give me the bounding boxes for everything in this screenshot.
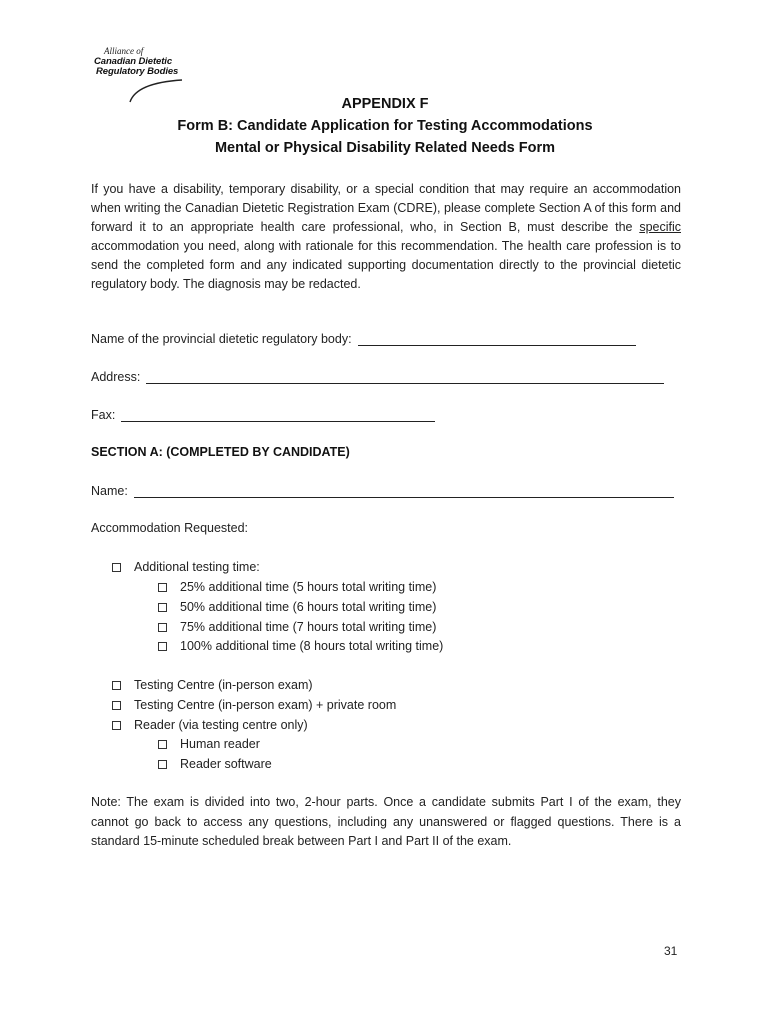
exam-note: Note: The exam is divided into two, 2-hour parts. Once a candidate submits Part I of the exam, they cannot go back to access any questions, including any unanswered or flagged questions. There is a standard 15-minute scheduled break between Part I and Part II of the exam. (91, 795, 681, 848)
intro-text-1: If you have a disability, temporary disability, or a special condition that may require an accommodation when writing the Canadian Dietetic Registration Exam (CDRE), please complete Section A of this form and forward it to an appropriate health care professional, who, in Section B, must describe the (91, 182, 681, 234)
option-time-25[interactable] (158, 580, 436, 594)
checkbox[interactable] (112, 681, 121, 690)
option-label: 50% additional time (6 hours total writing time) (180, 600, 437, 614)
address-input[interactable] (146, 369, 664, 384)
option-label: 100% additional time (8 hours total writing time) (180, 639, 444, 653)
option-reader-software[interactable] (158, 757, 272, 771)
option-label: Testing Centre (in-person exam) + private room (134, 698, 397, 712)
option-label: Reader software (180, 757, 272, 771)
name-label: Name: (91, 484, 128, 498)
intro-text-2: accommodation you need, along with rationale for this recommendation. The health care profession is to send the completed form and any indicated supporting documentation directly to the provincial dietetic regulatory body. The diagnosis may be redacted. (91, 239, 681, 291)
option-human-reader[interactable] (158, 737, 260, 751)
option-reader[interactable] (112, 718, 308, 732)
option-additional-time[interactable] (112, 560, 260, 574)
checkbox[interactable] (112, 563, 121, 572)
name-field (91, 483, 674, 498)
checkbox[interactable] (158, 760, 167, 769)
option-label: Testing Centre (in-person exam) (134, 678, 313, 692)
checkbox[interactable] (112, 721, 121, 730)
page-number: 31 (664, 944, 678, 958)
appendix-heading: APPENDIX F (341, 96, 429, 112)
option-label: 25% additional time (5 hours total writing time) (180, 580, 437, 594)
section-a-heading: SECTION A: (COMPLETED BY CANDIDATE) (91, 445, 350, 459)
address-label: Address: (91, 370, 141, 384)
logo-line-1: Alliance of (104, 46, 144, 56)
fax-label: Fax: (91, 408, 116, 422)
intro-emphasis: specific (639, 220, 681, 234)
fax-input[interactable] (121, 407, 435, 422)
regulatory-body-label: Name of the provincial dietetic regulatory body: (91, 332, 352, 346)
option-label: Reader (via testing centre only) (134, 718, 308, 732)
fax-field (91, 407, 435, 422)
address-field (91, 369, 664, 384)
option-testing-centre[interactable] (112, 678, 313, 692)
checkbox[interactable] (158, 740, 167, 749)
name-input[interactable] (134, 483, 674, 498)
regulatory-body-input[interactable] (358, 331, 636, 346)
accommodation-label: Accommodation Requested: (91, 521, 249, 535)
option-time-75[interactable] (158, 620, 436, 634)
regulatory-body-field (91, 331, 636, 346)
option-label: 75% additional time (7 hours total writing time) (180, 620, 437, 634)
option-time-100[interactable] (158, 639, 443, 653)
option-label: Additional testing time: (134, 560, 260, 574)
checkbox[interactable] (112, 701, 121, 710)
form-subtitle: Mental or Physical Disability Related Needs Form (214, 140, 556, 156)
logo-line-3: Regulatory Bodies (96, 66, 179, 77)
checkbox[interactable] (158, 603, 167, 612)
form-title: Form B: Candidate Application for Testing Accommodations (177, 118, 593, 134)
option-time-50[interactable] (158, 600, 436, 614)
logo-line-2: Canadian Dietetic (94, 56, 173, 67)
checkbox[interactable] (158, 623, 167, 632)
checkbox[interactable] (158, 642, 167, 651)
intro-paragraph (91, 180, 681, 294)
checkbox[interactable] (158, 583, 167, 592)
option-testing-centre-private[interactable] (112, 698, 396, 712)
option-label: Human reader (180, 737, 260, 751)
